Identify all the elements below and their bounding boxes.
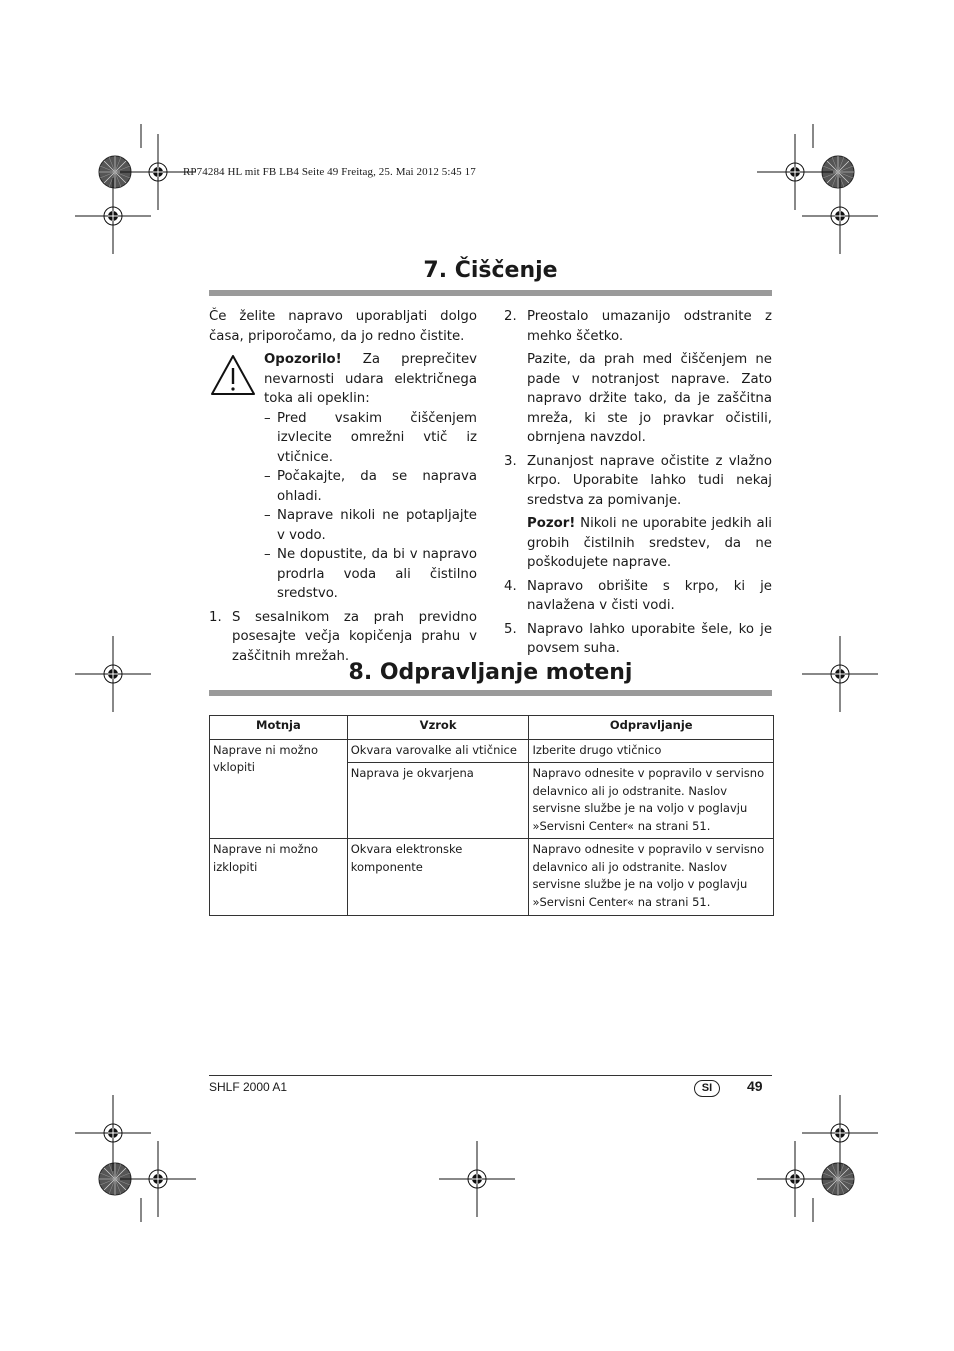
- warning-bullet: – Ne dopustite, da bi v napravo prodrla voda ali čistilno sredstvo.: [264, 547, 477, 601]
- warning-icon: [210, 354, 256, 396]
- right-column: [504, 307, 772, 663]
- table-cell: Naprave ni možno izklopiti: [210, 839, 348, 916]
- warning-bullet: – Počakajte, da se naprava ohladi.: [264, 469, 477, 504]
- step-1: 1. S sesalnikom za prah previdno posesajte večja kopičenja prahu v zaščitnih mrežah.: [209, 609, 477, 664]
- column-header: Vzrok: [347, 716, 529, 740]
- section-8-rule: [209, 690, 772, 696]
- step-4: 4. Napravo obrišite s krpo, ki je navlažena v čisti vodi.: [504, 578, 772, 613]
- section-7-rule: [209, 290, 772, 296]
- print-slug: RP74284 HL mit FB LB4 Seite 49 Freitag, 25. Mai 2012 5:45 17: [183, 166, 476, 178]
- table-header-row: [210, 716, 774, 740]
- footer-model: SHLF 2000 A1: [209, 1080, 288, 1094]
- step-2-note: Pazite, da prah med čiščenjem ne pade v notranjost naprave. Zato napravo držite tako, da je zaščitna mreža, ki ste jo pravkar očistili, obrnjena navzdol.: [527, 352, 772, 445]
- left-column: [209, 307, 477, 670]
- caution-label: Pozor!: [527, 516, 576, 531]
- warning-text: [264, 350, 477, 409]
- step-5: 5. Napravo lahko uporabite šele, ko je povsem suha.: [504, 621, 772, 656]
- caution-text: Pozor! Nikoli ne uporabite jedkih ali grobih čistilnih sredstev, da ne poškodujete naprave.: [527, 516, 772, 570]
- warning-bullet: – Pred vsakim čiščenjem izvlecite omrežni vtič iz vtičnice.: [264, 410, 477, 465]
- table-row: [210, 839, 774, 916]
- language-badge: SI: [694, 1080, 720, 1097]
- column-header: Odpravljanje: [529, 716, 774, 740]
- table-cell: Okvara varovalke ali vtičnice: [347, 739, 529, 763]
- warning-label: Opozorilo!: [264, 352, 342, 367]
- section-7-title: 7. Čiščenje: [423, 258, 558, 283]
- warning-body: Za preprečitev nevarnosti udara električnega toka ali opeklin:: [264, 352, 477, 406]
- table-cell: Naprava je okvarjena: [347, 763, 529, 839]
- table-cell: Okvara elektronske komponente: [347, 839, 529, 916]
- page-number: 49: [747, 1078, 763, 1094]
- step-2: 2. Preostalo umazanijo odstranite z mehko ščetko.: [504, 309, 772, 344]
- table-cell: Napravo odnesite v popravilo v servisno delavnico ali jo odstranite. Naslov servisne službe je na voljo v poglavju »Servisni Center« na strani 51.: [529, 763, 774, 839]
- section-8-title: 8. Odpravljanje motenj: [348, 660, 633, 685]
- table-cell: Naprave ni možno vklopiti: [210, 739, 348, 839]
- intro-text: Če želite napravo uporabljati dolgo časa, priporočamo, da jo redno čistite.: [209, 309, 477, 344]
- table-cell: Izberite drugo vtičnico: [529, 739, 774, 763]
- column-header: Motnja: [210, 716, 348, 740]
- warning-block: [209, 350, 477, 604]
- table-cell: Napravo odnesite v popravilo v servisno delavnico ali jo odstranite. Naslov servisne službe je na voljo v poglavju »Servisni Center« na strani 51.: [529, 839, 774, 916]
- table-row: [210, 739, 774, 763]
- troubleshooting-table: [209, 715, 774, 916]
- warning-bullet: – Naprave nikoli ne potapljajte v vodo.: [264, 508, 477, 543]
- step-3: 3. Zunanjost naprave očistite z vlažno krpo. Uporabite lahko tudi nekaj sredstva za pomivanje.: [504, 453, 772, 508]
- footer-rule: [209, 1075, 772, 1076]
